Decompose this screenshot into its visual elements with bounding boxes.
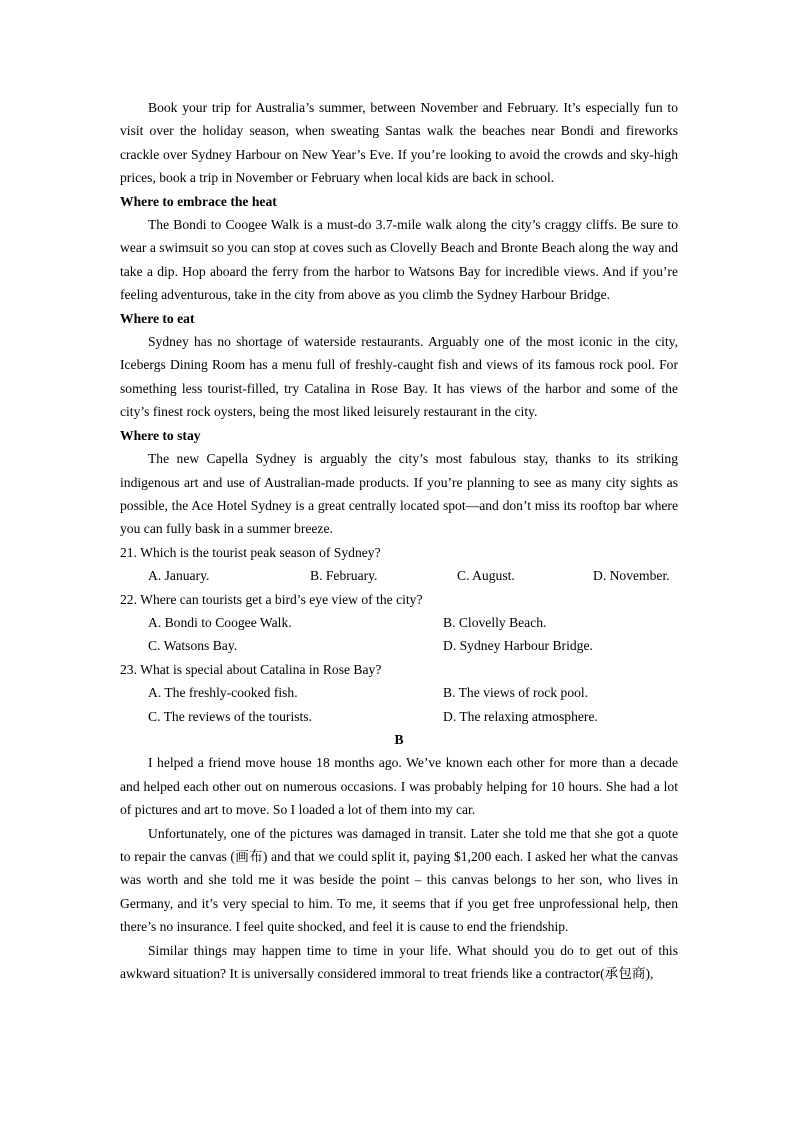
section-heading-eat: Where to eat	[120, 310, 195, 326]
question-21-option-d: D. November.	[593, 568, 670, 584]
exam-page	[120, 96, 678, 985]
question-23-option-a: A. The freshly-cooked fish.	[148, 685, 298, 701]
question-23-option-b: B. The views of rock pool.	[443, 685, 589, 701]
question-23-option-d: D. The relaxing atmosphere.	[443, 708, 598, 724]
section-body-heat: The Bondi to Coogee Walk is a must-do 3.7-mile walk along the city’s craggy cliffs. Be sure to wear a swimsuit so you can stop at coves such as Clovelly Beach and Bronte Beach along the way and take a dip. Hop aboard the ferry from the harbor to Watsons Bay for incredible views. And if you’re feeling adventurous, take in the city from above as you climb the Sydney Harbour Bridge.	[120, 217, 678, 303]
question-21-options	[120, 564, 678, 587]
passage-b-paragraph-1: I helped a friend move house 18 months ago. We’ve known each other for more than a decade and helped each other out on numerous occasions. I was probably helping for 10 hours. She had a lot of pictures and art to move. So I loaded a lot of them into my car.	[120, 755, 678, 818]
question-21-option-b: B. February.	[310, 568, 378, 584]
question-22-stem: 22. Where can tourists get a bird’s eye view of the city?	[120, 591, 423, 607]
question-23-options	[120, 681, 678, 728]
question-22-option-b: B. Clovelly Beach.	[443, 614, 547, 630]
passage-a-intro: Book your trip for Australia’s summer, between November and February. It’s especially fun to visit over the holiday season, when sweating Santas walk the beaches near Bondi and fireworks crackle over Sydney Harbour on New Year’s Eve. If you’re looking to avoid the crowds and sky-high prices, book a trip in November or February when local kids are back in school.	[120, 100, 678, 186]
question-21-option-a: A. January.	[148, 568, 210, 584]
passage-b-paragraph-2: Unfortunately, one of the pictures was damaged in transit. Later she told me that she got a quote to repair the canvas (画布) and that we could split it, paying $1,200 each. I asked her what the canvas was worth and she told me it was beside the point – this canvas belongs to her son, who lives in Germany, and it’s very special to him. To me, it seems that if you get free unprofessional help, then there’s no insurance. I feel quite shocked, and feel it is cause to end the friendship.	[120, 825, 678, 935]
question-22-option-d: D. Sydney Harbour Bridge.	[443, 638, 593, 654]
question-21-option-c: C. August.	[457, 568, 515, 584]
question-22-option-c: C. Watsons Bay.	[148, 638, 238, 654]
section-body-eat: Sydney has no shortage of waterside restaurants. Arguably one of the most iconic in the city, Icebergs Dining Room has a menu full of freshly-caught fish and views of its famous rock pool. For something less tourist-filled, try Catalina in Rose Bay. It has views of the harbor and some of the city’s finest rock oysters, being the most liked leisurely restaurant in the city.	[120, 334, 678, 420]
question-22-option-a: A. Bondi to Coogee Walk.	[148, 614, 292, 630]
question-23-option-c: C. The reviews of the tourists.	[148, 708, 312, 724]
question-23-stem: 23. What is special about Catalina in Rose Bay?	[120, 661, 382, 677]
passage-b-label: B	[394, 731, 404, 747]
passage-b-paragraph-3: Similar things may happen time to time in your life. What should you do to get out of this awkward situation? It is universally considered immoral to treat friends like a contractor(承包商),	[120, 942, 678, 982]
section-heading-stay: Where to stay	[120, 427, 201, 443]
question-21-stem: 21. Which is the tourist peak season of Sydney?	[120, 544, 381, 560]
section-body-stay: The new Capella Sydney is arguably the city’s most fabulous stay, thanks to its striking indigenous art and use of Australian-made products. If you’re planning to see as many city sights as possible, the Ace Hotel Sydney is a great centrally located spot—and don’t miss its rooftop bar where you can fully bask in a summer breeze.	[120, 451, 678, 537]
question-22-options	[120, 611, 678, 658]
section-heading-heat: Where to embrace the heat	[120, 193, 277, 209]
